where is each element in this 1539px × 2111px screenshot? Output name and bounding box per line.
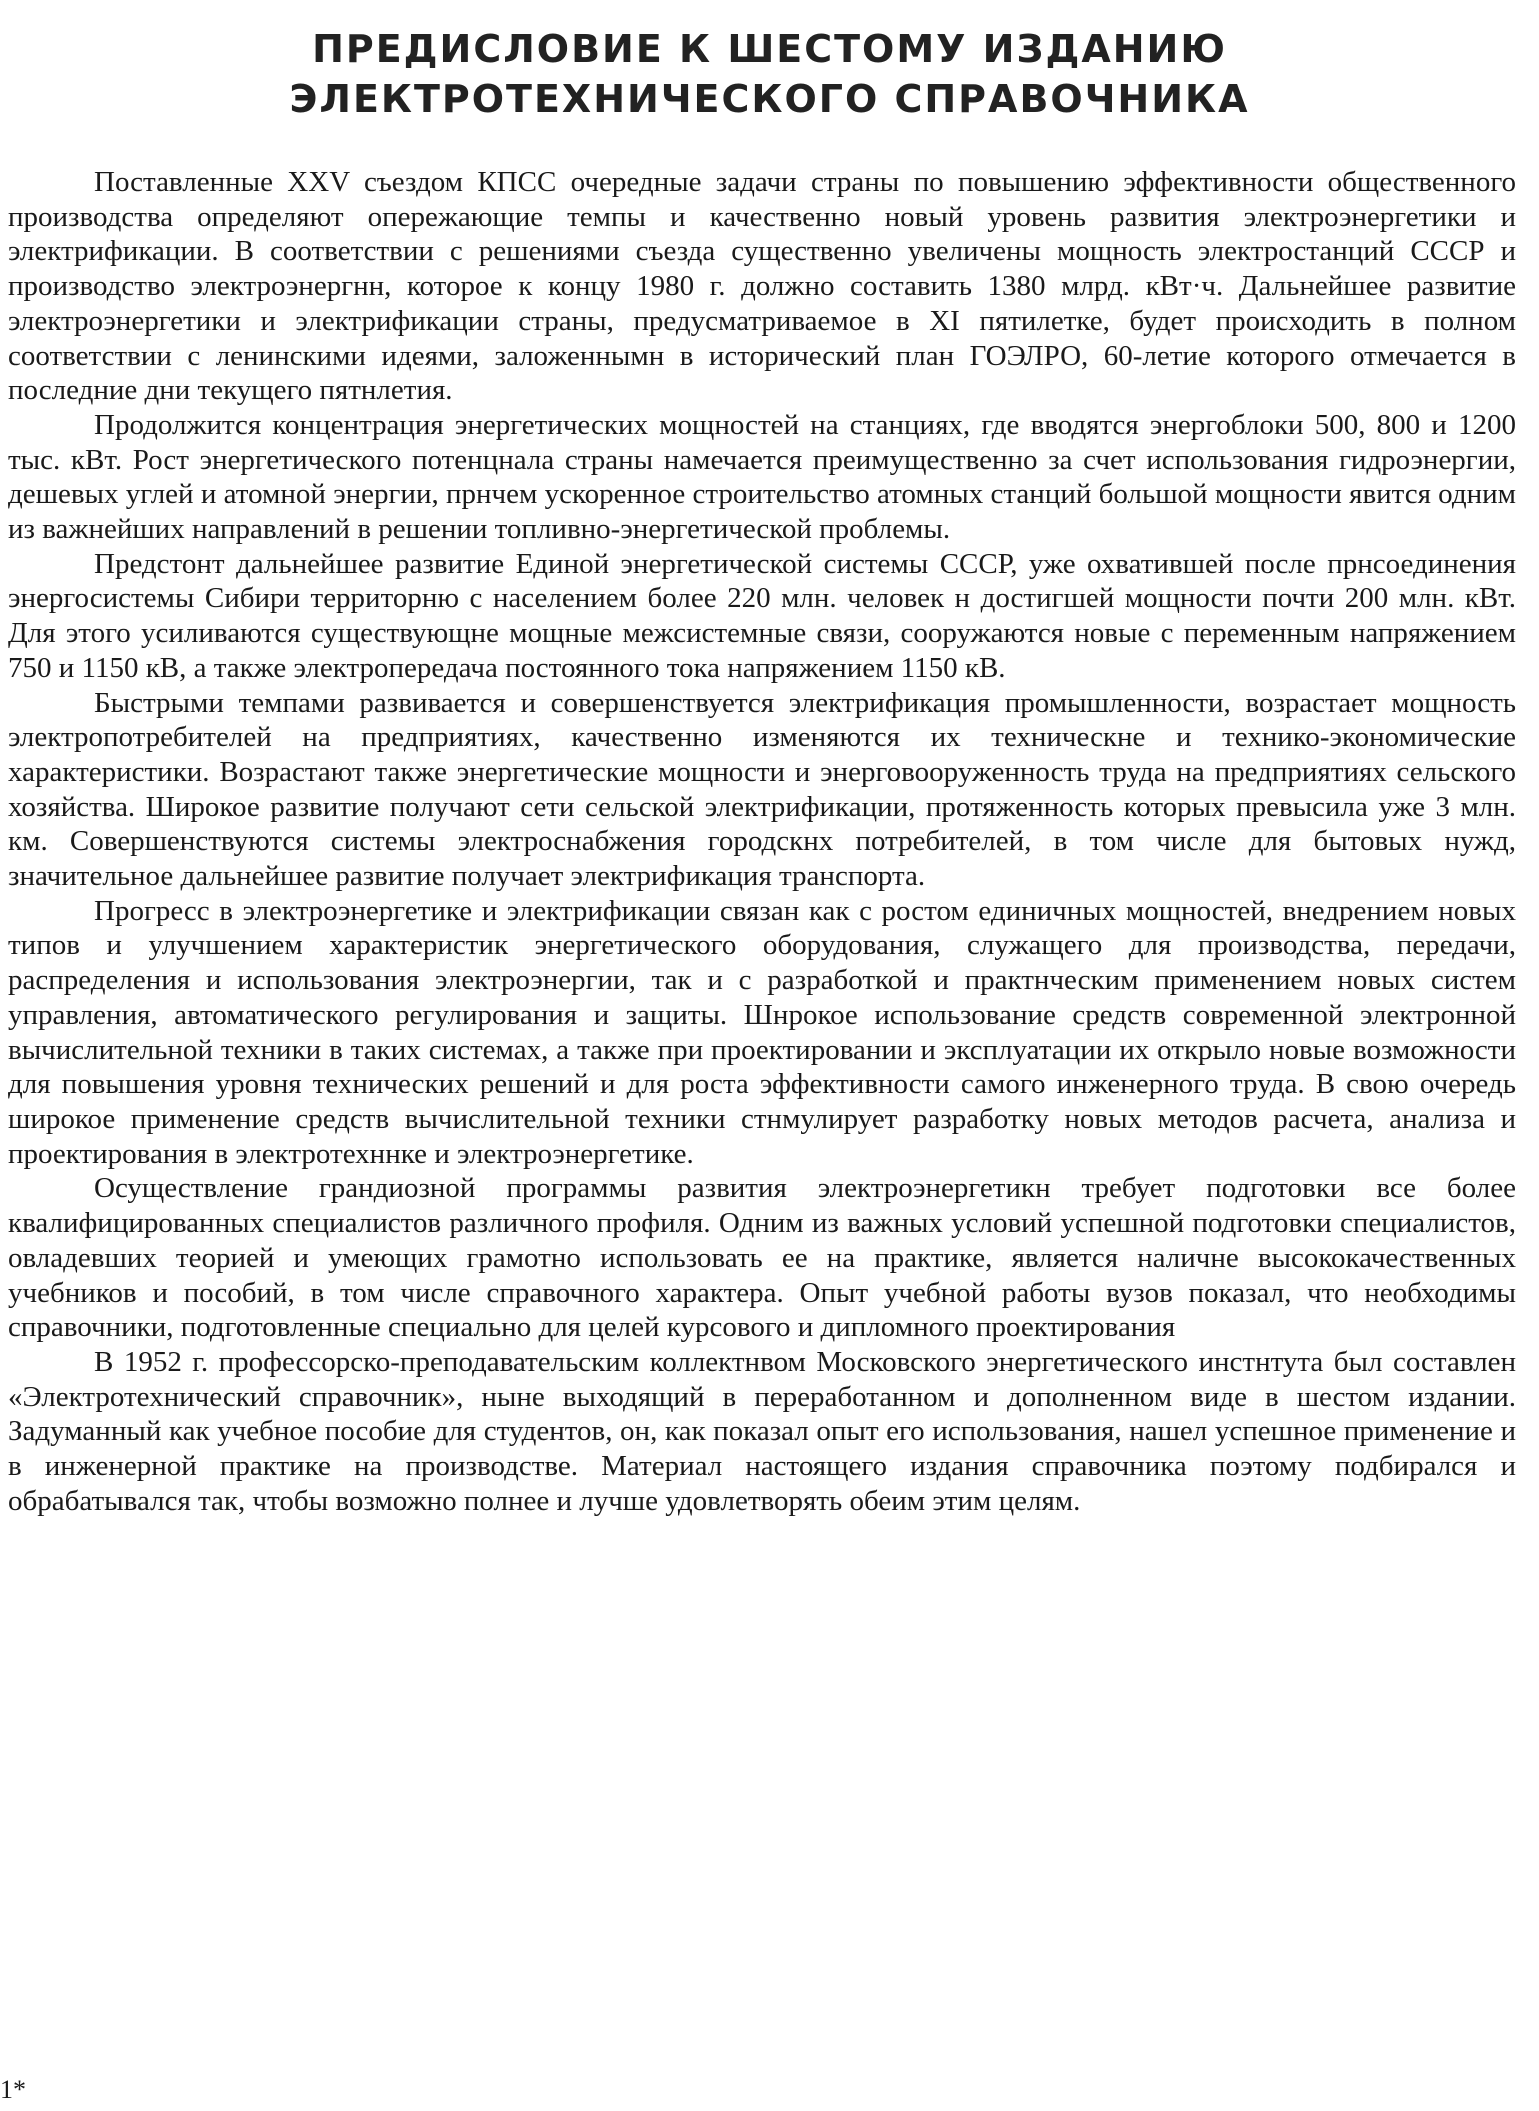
paragraph: Осуществление грандиозной программы развития электроэнергетикн требует подготовки все более квалифицированных специалистов различного профиля. Одним из важных условий успешной подготовки специалистов, овладевших теорией и умеющих грамотно использовать ее на практике, является наличне высококачественных учебников и пособий, в том числе справочного характера. Опыт учебной работы вузов показал, что необходимы справочники, подготовленные специально для целей курсового и дипломного проектирования bbox=[8, 1172, 1516, 1344]
paragraph: Поставленные XXV съездом КПСС очередные задачи страны по повышению эффективности общественного производства определяют опережающие темпы и качественно новый уровень развития электроэнергетики и электрификации. В соответствии с решениями съезда существенно увеличены мощность электростанций СССР и производство электроэнергнн, которое к концу 1980 г. должно составить 1380 млрд. кВт·ч. Дальнейшее развитие электроэнергетики и электрификации страны, предусматриваемое в XI пятилетке, будет происходить в полном соответствии с ленинскими идеями, заложеннымн в исторический план ГОЭЛРО, 60-летие которого отмечается в последние дни текущего пятнлетия. bbox=[8, 166, 1516, 407]
page-title bbox=[0, 24, 1539, 124]
body-text bbox=[8, 165, 1516, 1518]
title-line-1: ПРЕДИСЛОВИЕ К ШЕСТОМУ ИЗДАНИЮ bbox=[312, 27, 1227, 71]
paragraph: Предстонт дальнейшее развитие Единой энергетической системы СССР, уже охватившей после прнсоединения энергосистемы Сибири территорню с населением более 220 млн. человек н достигшей мощности почти 200 млн. кВт. Для этого усиливаются существующне мощные межсистемные связи, сооружаются новые с переменным напряжением 750 и 1150 кВ, а также электропередача постоянного тока напряжением 1150 кВ. bbox=[8, 547, 1516, 684]
paragraph: Продолжится концентрация энергетических мощностей на станциях, где вводятся энергоблоки 500, 800 и 1200 тыс. кВт. Рост энергетического потенцнала страны намечается преимущественно за счет использования гидроэнергии, дешевых углей и атомной энергии, прнчем ускоренное строительство атомных станций большой мощности явится одним из важнейших направлений в решении топливно-энергетической проблемы. bbox=[8, 408, 1516, 546]
paragraph: Быстрыми темпами развивается и совершенствуется электрификация промышленности, возрастает мощность электропотребителей на предприятиях, качественно изменяются их техническне и технико-экономические характеристики. Возрастают также энергетические мощности и энерговооруженность труда на предприятиях сельского хозяйства. Широкое развитие получают сети сельской электрификации, протяженность которых превысила уже 3 млн. км. Совершенствуются системы электроснабжения городскнх потребителей, в том числе для бытовых нужд, значительное дальнейшее развитие получает электрификация транспорта. bbox=[8, 686, 1516, 893]
signature-mark: 1* bbox=[0, 2075, 26, 2104]
title-line-2: ЭЛЕКТРОТЕХНИЧЕСКОГО СПРАВОЧНИКА bbox=[289, 77, 1250, 121]
paragraph: В 1952 г. профессорско-преподавательским коллектнвом Московского энергетического инстнтута был составлен «Электротехнический справочник», ныне выходящий в переработанном и дополненном виде в шестом издании. Задуманный как учебное пособие для студентов, он, как показал опыт его использования, нашел успешное применение и в инженерной практике на производстве. Материал настоящего издания справочника поэтому подбирался и обрабатывался так, чтобы возможно полнее и лучше удовлетворять обеим этим целям. bbox=[8, 1345, 1516, 1517]
paragraph: Прогресс в электроэнергетике и электрификации связан как с ростом единичных мощностей, внедрением новых типов и улучшением характеристик энергетического оборудования, служащего для производства, передачи, распределения и использования электроэнергии, так и с разработкой и практнческим применением новых систем управления, автоматического регулирования и защиты. Шнрокое использование средств современной электронной вычислительной техники в таких системах, а также при проектировании и эксплуатации их открыло новые возможности для повышения уровня технических решений и для роста эффективности самого инженерного труда. В свою очередь широкое применение средств вычислительной техники стнмулирует разработку новых методов расчета, анализа и проектирования в электротехннке и электроэнергетике. bbox=[8, 894, 1516, 1170]
